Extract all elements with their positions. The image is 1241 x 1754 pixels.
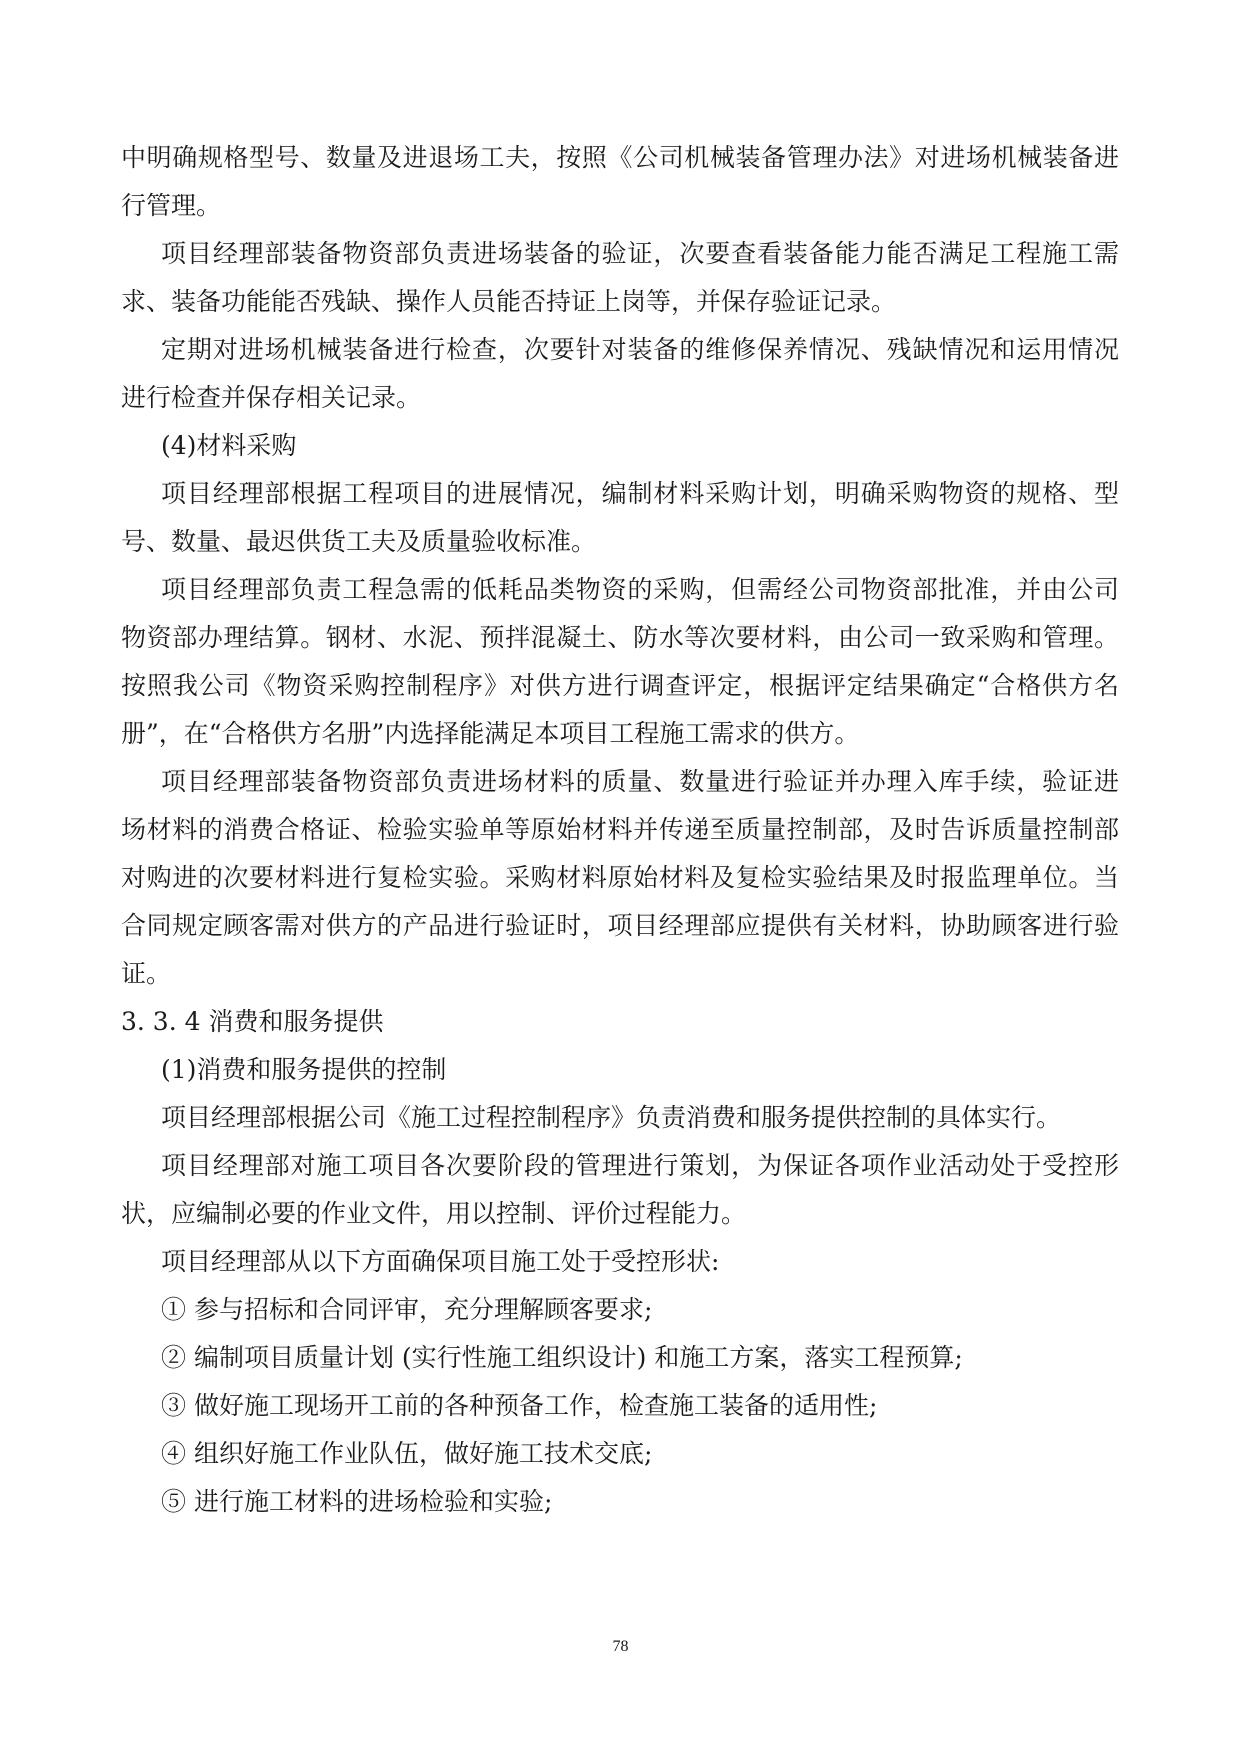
section-heading: (4)材料采购	[161, 431, 297, 460]
list-item: ② 编制项目质量计划 (实行性施工组织设计) 和施工方案，落实工程预算;	[161, 1343, 963, 1372]
text-line: 行管理。	[121, 191, 222, 220]
text-line: 项目经理部根据工程项目的进展情况，编制材料采购计划，明确采购物资的规格、型	[161, 479, 1119, 508]
text-line: 场材料的消费合格证、检验实验单等原始材料并传递至质量控制部，及时告诉质量控制部	[121, 815, 1119, 844]
text-line: 物资部办理结算。钢材、水泥、预拌混凝土、防水等次要材料，由公司一致采购和管理。	[121, 623, 1119, 652]
text-line: 状，应编制必要的作业文件，用以控制、评价过程能力。	[121, 1199, 747, 1228]
text-line: 项目经理部负责工程急需的低耗品类物资的采购，但需经公司物资部批准，并由公司	[161, 575, 1119, 604]
text-line: 进行检查并保存相关记录。	[121, 383, 422, 412]
text-line: 定期对进场机械装备进行检查，次要针对装备的维修保养情况、残缺情况和运用情况	[161, 335, 1119, 364]
text-line: 中明确规格型号、数量及进退场工夫，按照《公司机械装备管理办法》对进场机械装备进	[121, 143, 1119, 172]
text-line: 项目经理部装备物资部负责进场材料的质量、数量进行验证并办理入库手续，验证进	[161, 767, 1119, 796]
list-item: ④ 组织好施工作业队伍，做好施工技术交底;	[161, 1439, 653, 1468]
list-item: ⑤ 进行施工材料的进场检验和实验;	[161, 1487, 553, 1516]
text-line: 合同规定顾客需对供方的产品进行验证时，项目经理部应提供有关材料，协助顾客进行验	[121, 911, 1119, 940]
text-line: 项目经理部从以下方面确保项目施工处于受控形状:	[161, 1247, 720, 1276]
section-heading: (1)消费和服务提供的控制	[161, 1055, 447, 1084]
list-item: ③ 做好施工现场开工前的各种预备工作，检查施工装备的适用性;	[161, 1391, 878, 1420]
list-item: ① 参与招标和合同评审，充分理解顾客要求;	[161, 1295, 653, 1324]
text-line: 号、数量、最迟供货工夫及质量验收标准。	[121, 527, 597, 556]
text-line: 求、装备功能能否残缺、操作人员能否持证上岗等，并保存验证记录。	[121, 287, 897, 316]
text-line: 对购进的次要材料进行复检实验。采购材料原始材料及复检实验结果及时报监理单位。当	[121, 863, 1119, 892]
text-line: 项目经理部根据公司《施工过程控制程序》负责消费和服务提供控制的具体实行。	[161, 1103, 1062, 1132]
section-heading: 3. 3. 4 消费和服务提供	[121, 1007, 384, 1036]
text-line: 证。	[121, 959, 172, 988]
page-number: 78	[612, 1638, 629, 1655]
text-line: 按照我公司《物资采购控制程序》对供方进行调查评定，根据评定结果确定“合格供方名	[121, 671, 1119, 700]
text-line: 项目经理部装备物资部负责进场装备的验证，次要查看装备能力能否满足工程施工需	[161, 239, 1119, 268]
text-line: 项目经理部对施工项目各次要阶段的管理进行策划，为保证各项作业活动处于受控形	[161, 1151, 1119, 1180]
text-line: 册”，在“合格供方名册”内选择能满足本项目工程施工需求的供方。	[121, 719, 860, 748]
